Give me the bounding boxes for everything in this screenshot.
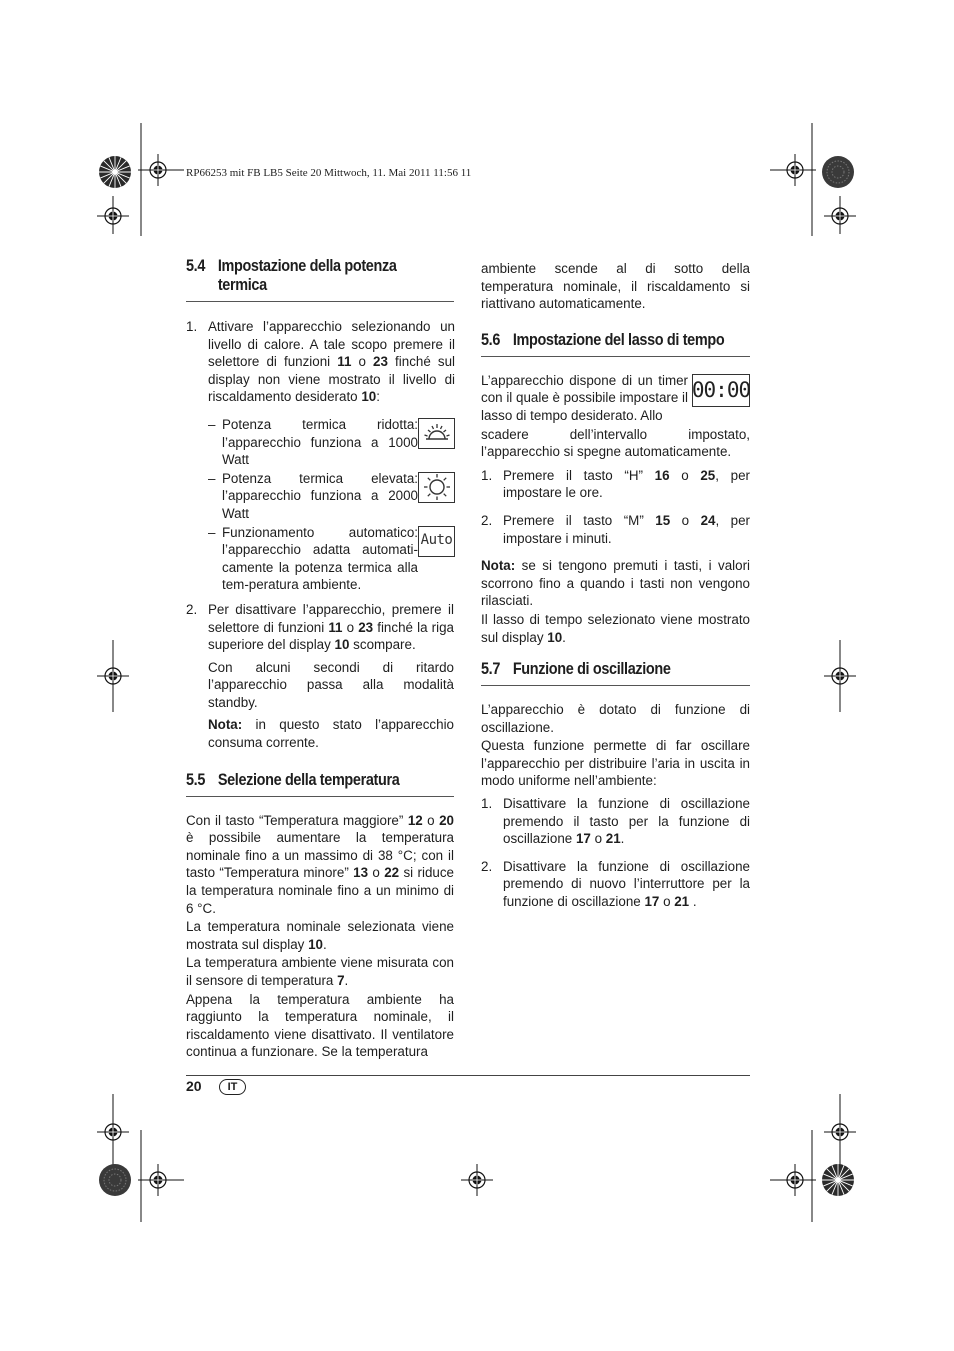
timer-display-icon: 00:00: [692, 374, 750, 407]
section-number: 5.6: [481, 329, 501, 349]
section-number: 5.7: [481, 659, 501, 679]
step-text: Attivare l’apparecchio selezionando un livello di calore. A tale scopo premere il selettore di funzioni 11 o 23 finché sul display non viene mostrato il livello di riscaldamento desiderato 10:: [208, 319, 455, 405]
step-number: 2.: [481, 512, 493, 528]
section-title: Selezione della temperatura: [217, 769, 400, 789]
step-note: Nota: in questo stato l’apparecchio consuma corrente.: [208, 717, 454, 751]
paragraph: L’apparecchio è dotato di funzione di oscillazione.: [481, 702, 750, 735]
section-title-line1: Impostazione della potenza: [217, 256, 397, 275]
section-title-line2: termica: [217, 275, 267, 294]
paragraph: Con il tasto “Temperatura maggiore” 12 o 20 è possibile aumentare la temperatura nominale fino a un massimo di 38 °C; con il tasto “Temperatura minore” 13 o 22 si riduce la temperatura nominale fino a un minimo di 6 °C.: [186, 812, 455, 916]
step-number: 1.: [186, 319, 198, 334]
step-text: Premere il tasto “M” 15 o 24, per impostare i minuti.: [503, 512, 751, 546]
auto-icon: Auto: [418, 526, 455, 557]
option-text: Funzionamento automatico: l’apparecchio adatta automati-camente la potenza termica alla tem-peratura ambiente.: [222, 524, 418, 593]
timer-after: Il lasso di tempo selezionato viene mostrato sul display 10.: [481, 611, 750, 645]
paragraph: Appena la temperatura ambiente ha raggiunto la temperatura nominale, il riscaldamento viene disattivato. Il ventilatore continua a funzionare. Se la temperatura: [186, 991, 454, 1060]
option-text: Potenza termica elevata: l’apparecchio funziona a 2000 Watt: [222, 470, 418, 521]
step-text: Per disattivare l’apparecchio, premere il selettore di funzioni 11 o 23 finché la riga superiore del display 10 scompare.: [208, 601, 454, 653]
step-text: Premere il tasto “H” 16 o 25, per impostare le ore.: [503, 467, 751, 501]
section-title: Funzione di oscillazione: [512, 659, 671, 679]
print-slug: RP66253 mit FB LB5 Seite 20 Mittwoch, 11. Mai 2011 11:56 11: [186, 167, 472, 179]
step-text-standby: Con alcuni secondi di ritardo l’apparecchio passa alla modalità standby.: [208, 659, 454, 710]
step-number: 1.: [481, 796, 493, 812]
step-text: Disattivare la funzione di oscillazione premendo il tasto per la funzione di oscillazione 17 o 21.: [503, 796, 750, 847]
page-number: 20: [186, 1078, 202, 1094]
step-text: Disattivare la funzione di oscillazione premendo di nuovo l’interruttore per la funzione di oscillazione 17 o 21 .: [503, 858, 750, 910]
power-option-low: – Potenza termica ridotta: l’apparecchio funziona a 1000 Watt: [208, 416, 455, 469]
option-text: Potenza termica ridotta: l’apparecchio funziona a 1000 Watt: [222, 416, 418, 468]
section-number: 5.5: [186, 769, 206, 789]
paragraph: La temperatura ambiente viene misurata con il sensore di temperatura 7.: [186, 955, 454, 988]
step-number: 2.: [481, 858, 493, 874]
section-title: Impostazione del lasso di tempo: [512, 329, 725, 349]
continued-paragraph: ambiente scende al di sotto della temperatura nominale, il riscaldamento si riattivano automaticamente.: [481, 261, 750, 312]
language-badge: IT: [219, 1079, 246, 1095]
power-option-auto: – Funzionamento automatico: l’apparecchio adatta automati-camente la potenza termica alla tem-peratura ambiente. Auto: [208, 524, 455, 594]
power-option-high: – Potenza termica elevata: l’apparecchio funziona a 2000 Watt: [208, 470, 455, 523]
timer-intro-text-rest: scadere dell’intervallo impostato, l’apparecchio si spegne automaticamente.: [481, 426, 750, 460]
timer-note: Nota: se si tengono premuti i tasti, i valori scorrono fino a quando i tasti non vengono rilasciati.: [481, 558, 750, 609]
step-number: 2.: [186, 601, 198, 617]
timer-intro-text: L’apparecchio dispone di un timer con il quale è possibile impostare il lasso di tempo desiderato. Allo: [481, 372, 688, 423]
section-number: 5.4: [186, 256, 206, 275]
paragraph: Questa funzione permette di far oscillare l’apparecchio per distribuire l’aria in uscita in modo uniforme nell’ambiente:: [481, 738, 750, 789]
paragraph: La temperatura nominale selezionata viene mostrata sul display 10.: [186, 919, 454, 952]
step-number: 1.: [481, 467, 493, 483]
